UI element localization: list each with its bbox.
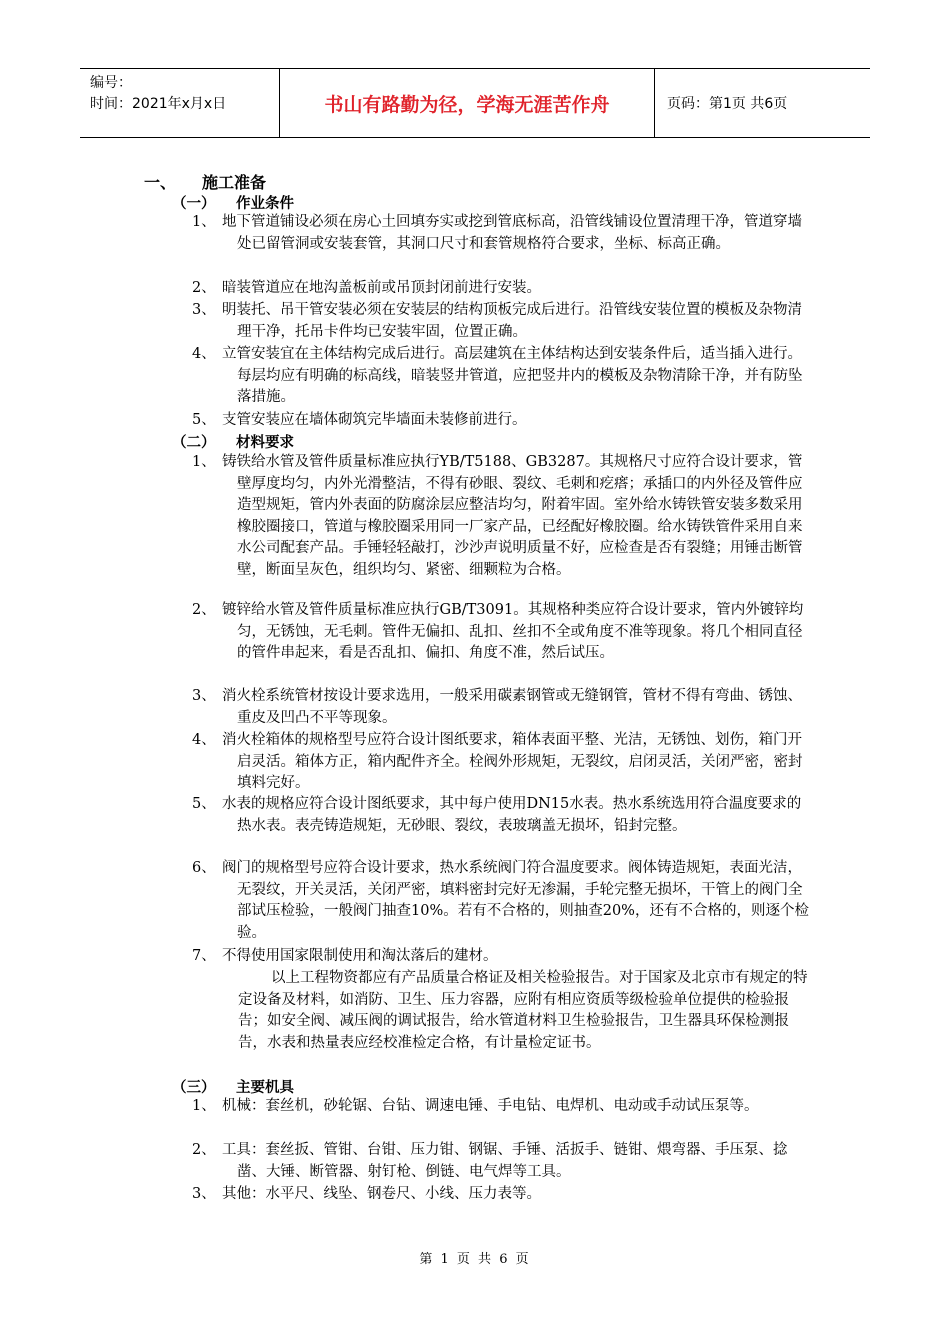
item-number: 1、: [192, 454, 216, 470]
list-item: [192, 300, 812, 343]
subsection-heading: [172, 192, 294, 213]
item-text: 消火栓系统管材按设计要求选用，一般采用碳素钢管或无缝钢管，管材不得有弯曲、锈蚀、重皮及凹凸不平等现象。: [222, 688, 802, 726]
list-item: [192, 1096, 812, 1118]
list-item: [192, 452, 812, 581]
code-label: 编号：: [90, 75, 132, 91]
item-text: 机械：套丝机，砂轮锯、台钻、调速电锤、手电钻、电焊机、电动或手动试压泵等。: [222, 1098, 759, 1114]
subsection-title: 材料要求: [236, 435, 294, 451]
list-item: [192, 278, 812, 300]
subsection-number: （三）: [172, 1080, 216, 1096]
item-number: 7、: [192, 948, 216, 964]
subsection-heading: [172, 431, 294, 452]
subsection-number: （一）: [172, 196, 216, 212]
item-number: 2、: [192, 602, 216, 618]
item-text: 消火栓箱体的规格型号应符合设计图纸要求，箱体表面平整、光洁，无锈蚀、划伤，箱门开启灵活。箱体方正，箱内配件齐全。栓阀外形规矩，无裂纹，启闭灵活，关闭严密，密封填料完好。: [222, 732, 803, 791]
item-text: 支管安装应在墙体砌筑完毕墙面未装修前进行。: [222, 412, 527, 428]
header-page-info: 页码：第1页 共6页: [667, 96, 788, 112]
item-text: 阀门的规格型号应符合设计要求，热水系统阀门符合温度要求。阀体铸造规矩，表面光洁，无裂纹，开关灵活，关闭严密，填料密封完好无渗漏，手轮完整无损坏，干管上的阀门全部试压检验，一般阀门抽查10%。若有不合格的，则抽查20%，还有不合格的，则逐个检验。: [222, 860, 809, 941]
list-item: [192, 686, 812, 729]
list-item: [192, 794, 812, 837]
item-text: 不得使用国家限制使用和淘汰落后的建材。: [222, 948, 498, 964]
item-number: 3、: [192, 688, 216, 704]
page-footer: 第 1 页 共 6 页: [419, 1252, 531, 1267]
list-item: [192, 1140, 812, 1183]
section-title: 施工准备: [202, 173, 267, 192]
list-item: [192, 1184, 812, 1206]
item-text: 明装托、吊干管安装必须在安装层的结构顶板完成后进行。沿管线安装位置的模板及杂物清理干净，托吊卡件均已安装牢固，位置正确。: [222, 302, 802, 340]
page-header: [80, 68, 870, 138]
item-number: 5、: [192, 412, 216, 428]
subsection-heading: [172, 1076, 294, 1097]
list-item: [192, 730, 812, 795]
item-number: 3、: [192, 1186, 216, 1202]
subsection-title: 作业条件: [236, 196, 294, 212]
item-text: 铸铁给水管及管件质量标准应执行YB/T5188、GB3287。其规格尺寸应符合设计要求，管壁厚度均匀，内外光滑整洁，不得有砂眼、裂纹、毛刺和疙瘩；承插口的内外径及管件应造型规矩，管内外表面的防腐涂层应整洁均匀，附着牢固。室外给水铸铁管安装多数采用橡胶圈接口，管道与橡胶圈采用同一厂家产品，已经配好橡胶圈。给水铸铁管件采用自来水公司配套产品。手锤轻轻敲打，沙沙声说明质量不好，应检查是否有裂缝；用锤击断管壁，断面呈灰色，组织均匀、紧密、细颗粒为合格。: [222, 454, 803, 578]
header-motto: 书山有路勤为径，学海无涯苦作舟: [280, 69, 655, 137]
subsection-title: 主要机具: [236, 1080, 294, 1096]
header-meta: [80, 69, 280, 137]
list-item: [192, 410, 812, 432]
item-text: 暗装管道应在地沟盖板前或吊顶封闭前进行安装。: [222, 280, 541, 296]
list-item: [192, 212, 812, 255]
subsection-number: （二）: [172, 435, 216, 451]
item-text: 镀锌给水管及管件质量标准应执行GB/T3091。其规格种类应符合设计要求，管内外镀锌均匀，无锈蚀，无毛刺。管件无偏扣、乱扣、丝扣不全或角度不准等现象。将几个相同直径的管件串起来，看是否乱扣、偏扣、角度不准，然后试压。: [222, 602, 804, 661]
list-item: [192, 946, 812, 968]
list-item: [192, 600, 812, 665]
item-text: 其他：水平尺、线坠、钢卷尺、小线、压力表等。: [222, 1186, 541, 1202]
item-text: 工具：套丝扳、管钳、台钳、压力钳、钢锯、手锤、活扳手、链钳、煨弯器、手压泵、捻凿、大锤、断管器、射钉枪、倒链、电气焊等工具。: [222, 1142, 788, 1180]
item-number: 6、: [192, 860, 216, 876]
section-heading: [144, 170, 266, 193]
item-number: 1、: [192, 214, 216, 230]
item-number: 4、: [192, 732, 216, 748]
list-item: [192, 344, 812, 409]
section-number: 一、: [144, 173, 177, 192]
item-number: 1、: [192, 1098, 216, 1114]
item-number: 5、: [192, 796, 216, 812]
item-text: 立管安装宜在主体结构完成后进行。高层建筑在主体结构达到安装条件后，适当插入进行。每层均应有明确的标高线，暗装竖井管道，应把竖井内的模板及杂物清除干净，并有防坠落措施。: [222, 346, 803, 405]
item-number: 3、: [192, 302, 216, 318]
materials-note-paragraph: 以上工程物资都应有产品质量合格证及相关检验报告。对于国家及北京市有规定的特定设备及材料，如消防、卫生、压力容器，应附有相应资质等级检验单位提供的检验报告；如安全阀、减压阀的调试报告，给水管道材料卫生检验报告，卫生器具环保检测报告，水表和热量表应经校准检定合格，有计量检定证书。: [238, 970, 808, 1051]
item-number: 2、: [192, 280, 216, 296]
item-text: 水表的规格应符合设计图纸要求，其中每户使用DN15水表。热水系统选用符合温度要求的热水表。表壳铸造规矩，无砂眼、裂纹，表玻璃盖无损坏，铅封完整。: [222, 796, 802, 834]
item-number: 4、: [192, 346, 216, 362]
list-item: [192, 858, 812, 944]
time-label: 时间：2021年x月x日: [90, 96, 227, 112]
item-number: 2、: [192, 1142, 216, 1158]
item-text: 地下管道铺设必须在房心土回填夯实或挖到管底标高，沿管线铺设位置清理干净，管道穿墙处已留管洞或安装套管，其洞口尺寸和套管规格符合要求，坐标、标高正确。: [222, 214, 802, 252]
